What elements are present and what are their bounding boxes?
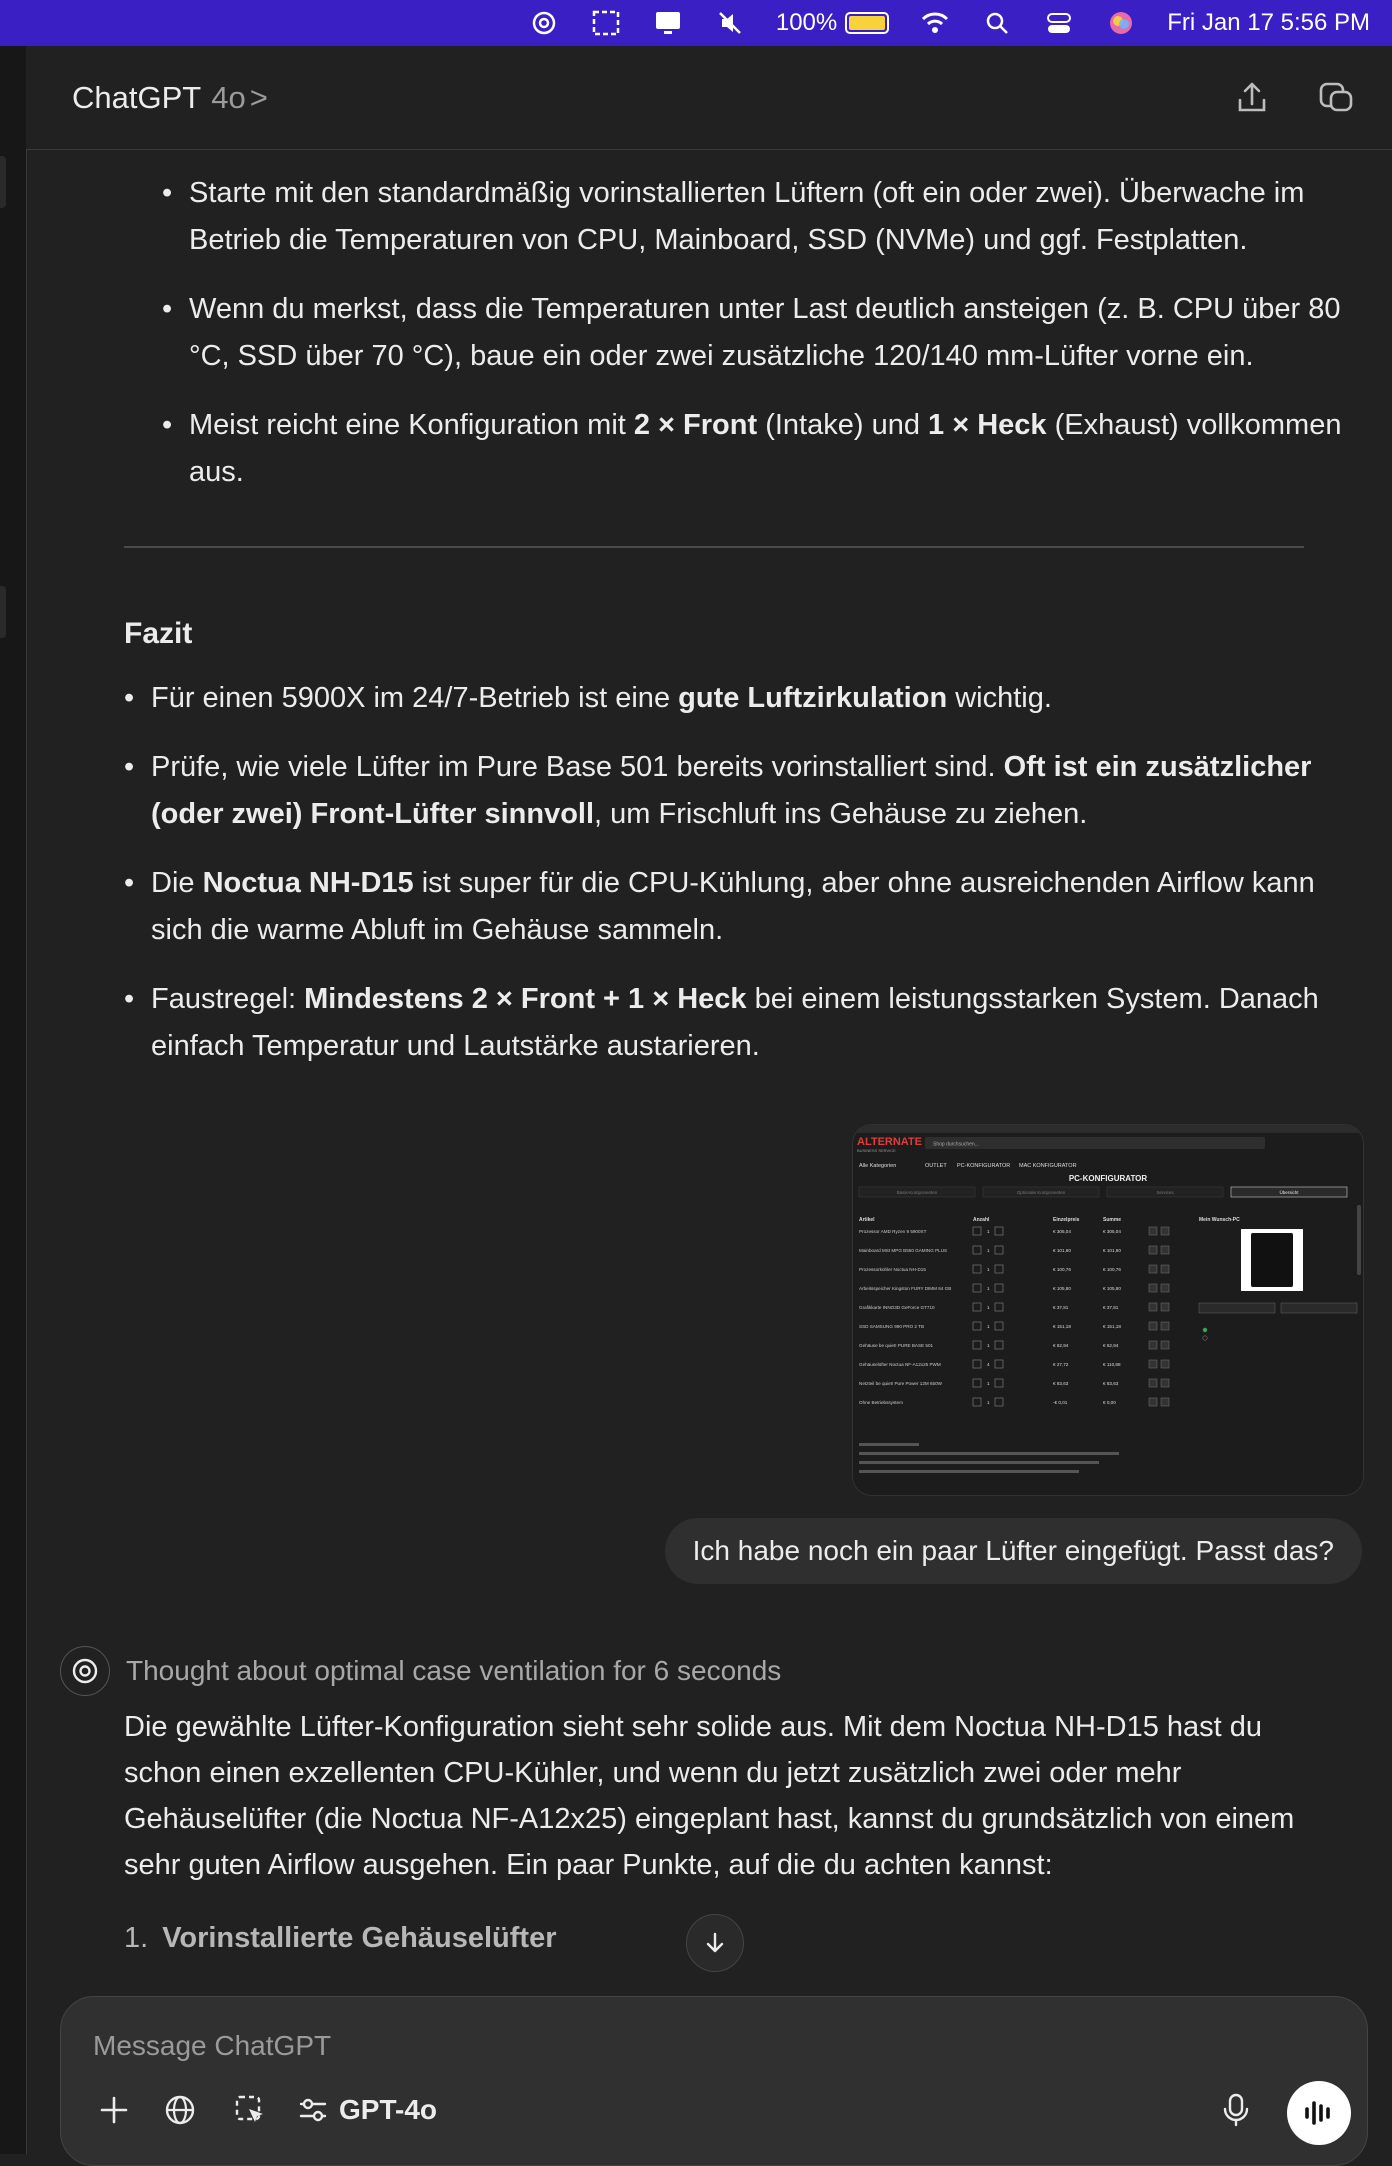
chat-thread[interactable] xyxy=(26,150,1392,1990)
thumb-row-delete xyxy=(1161,1265,1169,1273)
list-item: • Die Noctua NH-D15 ist super für die CPU-Kühlung, aber ohne ausreichenden Airflow kann sich die warme Abluft im Gehäuse sammeln. xyxy=(124,860,1324,954)
thumb-browser-bar xyxy=(853,1125,1363,1133)
thumb-row-qty: 1 xyxy=(987,1267,990,1272)
sliders-icon xyxy=(297,2094,329,2126)
thought-summary: Thought about optimal case ventilation for 6 seconds xyxy=(126,1655,782,1686)
thumb-row-sum: € 37,81 xyxy=(1103,1305,1119,1310)
thumb-nav-item: PC-KONFIGURATOR xyxy=(957,1163,1011,1169)
thumb-side-btn xyxy=(1199,1303,1275,1313)
thumb-row-sum: € 105,80 xyxy=(1103,1286,1121,1291)
cursor-select-icon xyxy=(233,2093,267,2127)
thumb-row-sum: € 101,60 xyxy=(1103,1248,1121,1253)
thumb-col-header: Einzelpreis xyxy=(1053,1217,1080,1223)
web-search-button[interactable] xyxy=(157,2087,203,2133)
share-icon xyxy=(1234,80,1270,116)
thumb-row-qty: 4 xyxy=(987,1362,990,1367)
thumb-row-sum: € 305,04 xyxy=(1103,1229,1121,1234)
attach-button[interactable] xyxy=(91,2087,137,2133)
thumb-row-name: Gehäuselüfter Noctua NF-A12x25 PWM xyxy=(859,1362,941,1367)
thumb-row-delete xyxy=(1161,1322,1169,1330)
battery-icon xyxy=(845,12,889,34)
thumb-row-price: -€ 0,01 xyxy=(1053,1400,1068,1405)
scroll-to-bottom-button[interactable] xyxy=(686,1914,744,1972)
thumb-col-header: Artikel xyxy=(859,1217,875,1223)
new-chat-icon xyxy=(1317,80,1355,116)
thumb-row-sum: € 100,76 xyxy=(1103,1267,1121,1272)
thumb-row-price: € 62,94 xyxy=(1053,1343,1069,1348)
thumb-nav-item: MAC KONFIGURATOR xyxy=(1019,1163,1077,1169)
thumb-row-qty: 1 xyxy=(987,1400,990,1405)
thumb-row-edit xyxy=(1149,1360,1157,1368)
section-heading: Fazit xyxy=(124,617,193,650)
thumb-row-price: € 151,18 xyxy=(1053,1324,1071,1329)
screenshot-thumbnail xyxy=(853,1125,1363,1495)
chat-header xyxy=(26,46,1392,150)
app-title: ChatGPT xyxy=(72,79,202,115)
thumb-row-qty: 1 xyxy=(987,1324,990,1329)
list-item: • Prüfe, wie viele Lüfter im Pure Base 501 bereits vorinstalliert sind. Oft ist ein zusätzlicher (oder zwei) Front-Lüfter sinnvoll, um Frischluft ins Gehäuse zu ziehen. xyxy=(124,744,1324,838)
thumb-col-header: Summe xyxy=(1103,1217,1122,1223)
thumb-row-qty: 1 xyxy=(987,1381,990,1386)
thumb-row-delete xyxy=(1161,1227,1169,1235)
list-item: • Wenn du merkst, dass die Temperaturen unter Last deutlich ansteigen (z. B. CPU über 80 °C, SSD über 70 °C), baue ein oder zwei zusätzliche 120/140 mm-Lüfter vorne ein. xyxy=(162,286,1342,380)
thumb-tab-label: Übersicht xyxy=(1279,1190,1299,1195)
thumb-row-sum: € 0,00 xyxy=(1103,1400,1116,1405)
thumb-row-name: Prozessor AMD Ryzen 9 5900XT xyxy=(859,1229,927,1234)
thumb-row-qty: 1 xyxy=(987,1286,990,1291)
assistant-reply: Die gewählte Lüfter-Konfiguration sieht sehr solide aus. Mit dem Noctua NH-D15 hast du schon einen exzellenten CPU-Kühler, und wenn du jetzt zusätzlich zwei oder mehr Gehäuselüfter (die Noctua NF-A12x25) eingeplant hast, kannst du grundsätzlich von einem sehr guten Airflow ausgehen. Ein paar Punkte, auf die du achten kannst: xyxy=(124,1711,1295,1881)
thumb-row-delete xyxy=(1161,1360,1169,1368)
chevron-right-icon: > xyxy=(249,79,268,115)
thumb-row-qty: 1 xyxy=(987,1305,990,1310)
thumb-row-name: Ohne Betriebssystem xyxy=(859,1400,903,1405)
thumb-row-name: Gehäuse be quiet! PURE BASE 501 xyxy=(859,1343,934,1348)
list-item: • Meist reicht eine Konfiguration mit 2 × Front (Intake) und 1 × Heck (Exhaust) vollkommen aus. xyxy=(162,402,1342,496)
thumb-row-price: € 305,04 xyxy=(1053,1229,1071,1234)
divider xyxy=(124,546,1304,548)
thumb-row-edit xyxy=(1149,1303,1157,1311)
thumb-row-delete xyxy=(1161,1303,1169,1311)
attached-screenshot[interactable] xyxy=(852,1124,1364,1496)
voice-waveform-icon xyxy=(1302,2098,1336,2128)
thumb-row-edit xyxy=(1149,1227,1157,1235)
thumb-tab-label: Basis-Komponenten xyxy=(896,1190,938,1195)
thumb-row-name: SSD SAMSUNG 990 PRO 2 TB xyxy=(859,1324,925,1329)
thumb-note-line xyxy=(859,1443,919,1446)
arrow-down-icon xyxy=(704,1931,726,1955)
model-switcher[interactable] xyxy=(72,80,268,116)
thumb-row-edit xyxy=(1149,1284,1157,1292)
thumb-row-sum: € 151,18 xyxy=(1103,1324,1121,1329)
thumb-row-edit xyxy=(1149,1398,1157,1406)
thumb-row-price: € 105,80 xyxy=(1053,1286,1071,1291)
thumb-row-sum: € 110,88 xyxy=(1103,1362,1121,1367)
thumb-brand: ALTERNATE xyxy=(857,1136,922,1148)
message-composer xyxy=(60,1996,1368,2166)
voice-mode-button[interactable] xyxy=(1287,2081,1351,2145)
thumb-row-qty: 1 xyxy=(987,1229,990,1234)
fazit-section xyxy=(124,610,1324,1092)
thumb-side-btn xyxy=(1281,1303,1357,1313)
thumb-row-edit xyxy=(1149,1379,1157,1387)
thumb-row-sum: € 62,94 xyxy=(1103,1343,1119,1348)
share-button[interactable] xyxy=(1230,76,1274,120)
thumb-row-name: Mainboard MSI MPG B550 GAMING PLUS xyxy=(859,1248,948,1253)
ordered-list-item: 1. Vorinstallierte Gehäuselüfter xyxy=(124,1922,557,1954)
assistant-message-prev xyxy=(162,170,1342,518)
thumb-row-qty: 1 xyxy=(987,1343,990,1348)
battery-status[interactable] xyxy=(776,9,889,37)
thumb-search-text: Shop durchsuchen... xyxy=(933,1141,979,1148)
thumb-row-edit xyxy=(1149,1341,1157,1349)
thumb-note-line xyxy=(859,1470,1079,1473)
control-center-icon[interactable] xyxy=(1043,9,1075,37)
list-item: • Faustregel: Mindestens 2 × Front + 1 × Heck bei einem leistungsstarken System. Danach einfach Temperatur und Lautstärke austarieren. xyxy=(124,976,1324,1070)
thumb-col-header: Anzahl xyxy=(973,1217,990,1223)
message-input[interactable] xyxy=(91,2023,1195,2069)
thumb-row-price: € 37,81 xyxy=(1053,1305,1069,1310)
plus-icon xyxy=(98,2094,130,2126)
thumb-row-price: € 100,76 xyxy=(1053,1267,1071,1272)
thumb-tab-label: Optionale Komponenten xyxy=(1016,1190,1066,1195)
display-menu-icon[interactable] xyxy=(652,9,684,37)
chatgpt-menu-icon[interactable] xyxy=(528,9,560,37)
chatgpt-avatar-icon xyxy=(60,1646,110,1696)
thumb-note-line xyxy=(859,1452,1119,1455)
spotlight-search-icon[interactable] xyxy=(981,9,1013,37)
thumb-row-delete xyxy=(1161,1398,1169,1406)
thumb-brand-sub: BUSINESS SERVICE xyxy=(857,1148,896,1153)
thumb-row-delete xyxy=(1161,1246,1169,1254)
thumb-row-delete xyxy=(1161,1341,1169,1349)
new-chat-button[interactable] xyxy=(1314,76,1358,120)
thumb-row-name: Arbeitsspeicher Kingston FURY DIMM 64 GB xyxy=(859,1286,952,1291)
siri-icon[interactable] xyxy=(1105,9,1137,37)
thumb-row-edit xyxy=(1149,1246,1157,1254)
list-item: • Starte mit den standardmäßig vorinstallierten Lüftern (oft ein oder zwei). Überwache im Betrieb die Temperaturen von CPU, Mainboard, SSD (NVMe) und ggf. Festplatten. xyxy=(162,170,1342,264)
user-message: Ich habe noch ein paar Lüfter eingefügt. Passt das? xyxy=(665,1518,1362,1584)
thumb-row-edit xyxy=(1149,1322,1157,1330)
dictate-button[interactable] xyxy=(1213,2087,1259,2133)
mute-menu-icon[interactable] xyxy=(714,9,746,37)
thumb-row-price: € 83,63 xyxy=(1053,1381,1069,1386)
sidebar-collapsed[interactable] xyxy=(0,46,27,2154)
sidebar-handle[interactable] xyxy=(0,586,6,638)
sidebar-handle[interactable] xyxy=(0,156,6,208)
menu-bar-clock[interactable]: Fri Jan 17 5:56 PM xyxy=(1167,9,1370,36)
thought-indicator[interactable] xyxy=(60,1646,781,1696)
thumb-row-price: € 101,60 xyxy=(1053,1248,1071,1253)
thumb-nav-item: Alle Kategorien xyxy=(859,1163,897,1169)
microphone-icon xyxy=(1221,2092,1251,2128)
thumb-row-delete xyxy=(1161,1284,1169,1292)
thumb-row-price: € 27,72 xyxy=(1053,1362,1069,1367)
list-item: • Für einen 5900X im 24/7-Betrieb ist eine gute Luftzirkulation wichtig. xyxy=(124,675,1324,722)
thumb-pc-case xyxy=(1251,1233,1293,1287)
thumb-row-qty: 1 xyxy=(987,1248,990,1253)
wifi-icon[interactable] xyxy=(919,9,951,37)
model-selector[interactable] xyxy=(297,2087,437,2133)
thumb-note-line xyxy=(859,1461,1099,1464)
tools-button[interactable] xyxy=(227,2087,273,2133)
thumb-row-sum: € 83,63 xyxy=(1103,1381,1119,1386)
thumb-side-title: Mein Wunsch-PC xyxy=(1199,1217,1240,1223)
thumb-row-delete xyxy=(1161,1379,1169,1387)
thumb-scrollbar xyxy=(1357,1205,1361,1275)
model-version: 4o xyxy=(211,79,246,115)
thumb-row-name: Prozessorkühler Noctua NH-D15 xyxy=(859,1267,926,1272)
model-label: GPT-4o xyxy=(339,2094,438,2125)
screenshot-menu-icon[interactable] xyxy=(590,9,622,37)
globe-icon xyxy=(163,2093,197,2127)
thumb-row-name: Grafikkarte INNO3D GeForce GT710 xyxy=(859,1305,935,1310)
thumb-row-edit xyxy=(1149,1265,1157,1273)
battery-percent: 100% xyxy=(775,9,838,36)
thumb-tab-label: Services xyxy=(1156,1190,1174,1195)
system-menu-bar xyxy=(0,0,1392,46)
thumb-page-title: PC-KONFIGURATOR xyxy=(1068,1174,1148,1183)
thumb-row-name: Netzteil be quiet! Pure Power 12M 650W xyxy=(859,1381,942,1386)
thumb-radio xyxy=(1203,1328,1207,1332)
thumb-nav-item: OUTLET xyxy=(925,1163,947,1169)
